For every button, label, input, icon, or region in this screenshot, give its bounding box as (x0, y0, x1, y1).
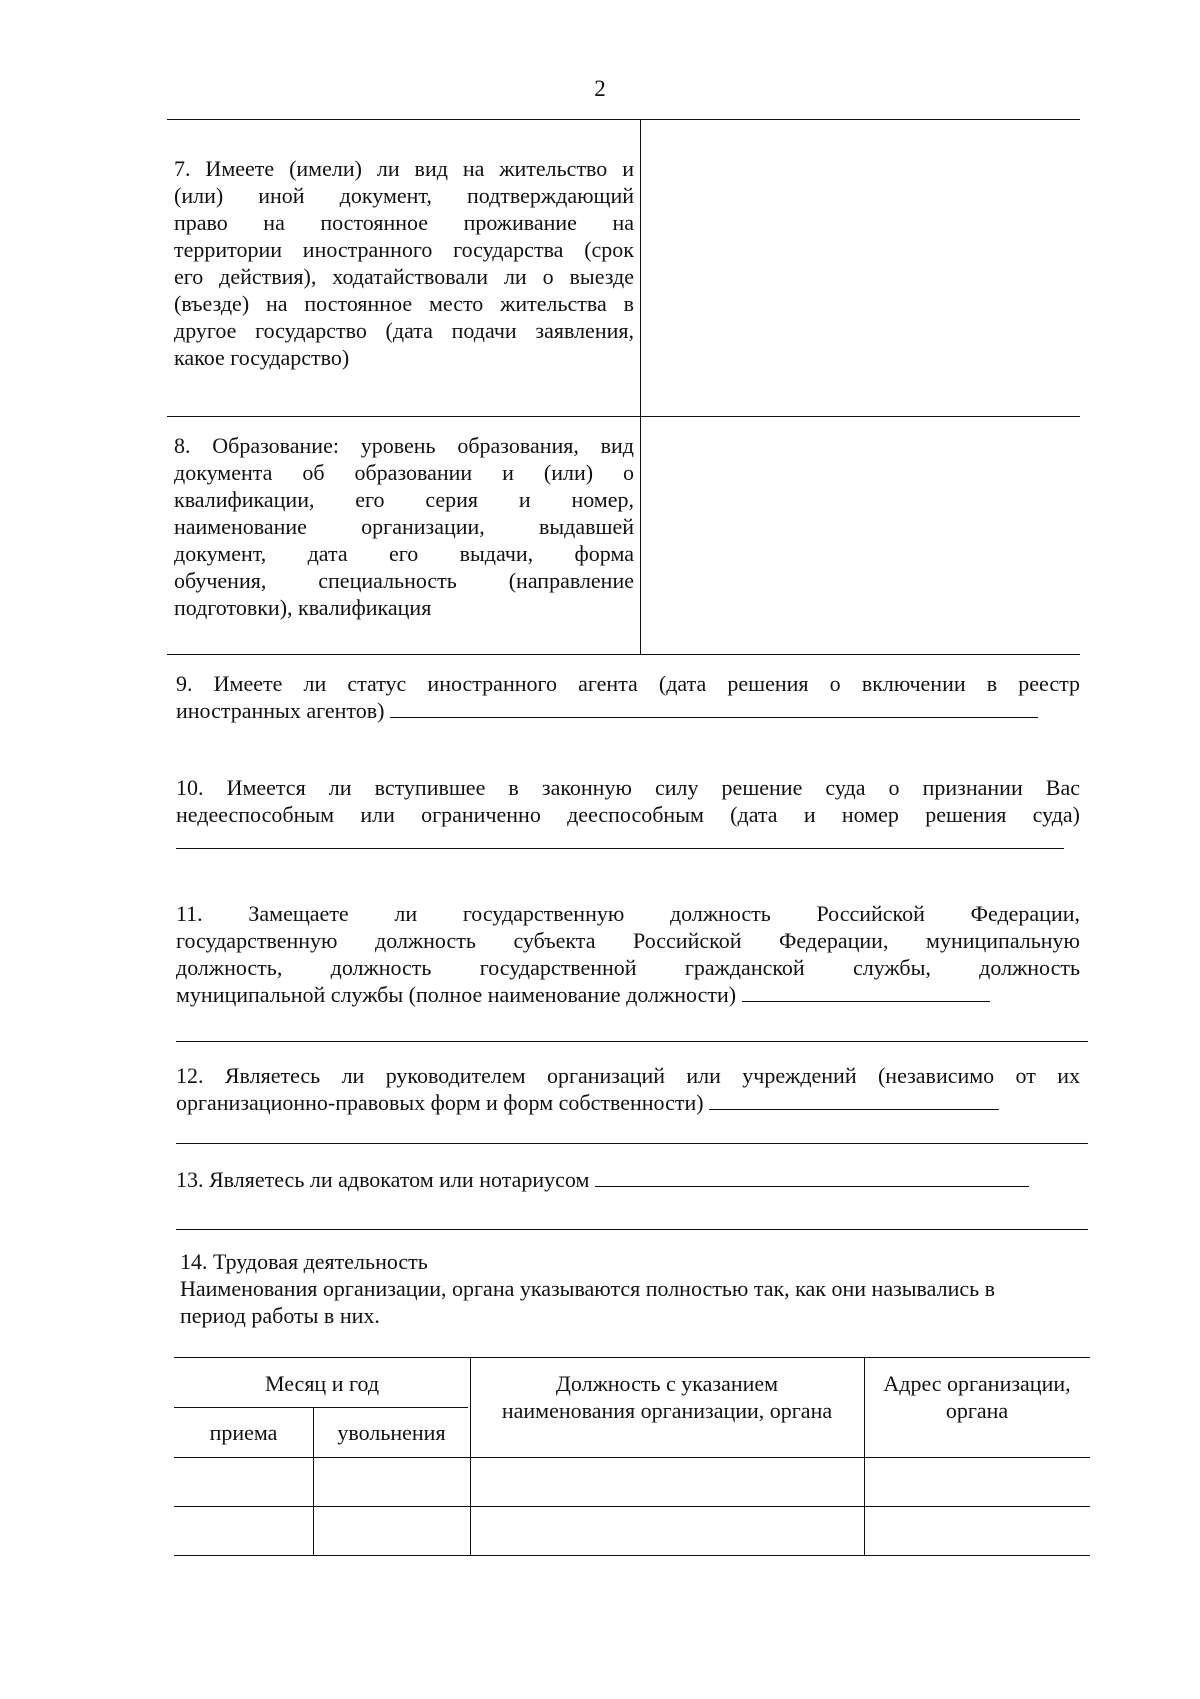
page-number: 2 (594, 76, 606, 101)
header-dismissal: увольнения (337, 1420, 446, 1445)
header-hire: приема (209, 1420, 278, 1445)
question-12-answer-line[interactable] (709, 1091, 999, 1110)
header-position: Должность с указанием наименования организации, органа (501, 1371, 833, 1423)
row-divider (167, 416, 1080, 417)
question-10: 10. Имеется ли вступившее в законную силу решение суда о признании Вас недееспособным или ограниченно дееспособным (дата и номер решения суда) (176, 775, 1080, 827)
table-bottom-border (167, 654, 1080, 655)
question-9-answer-line[interactable] (390, 699, 1038, 718)
cell-position[interactable] (475, 1463, 860, 1501)
question-11-answer-line-2[interactable] (176, 1041, 1088, 1042)
header-month-year: Месяц и год (264, 1371, 380, 1396)
question-14-title: 14. Трудовая деятельность (180, 1249, 428, 1274)
question-8-text: 8. Образование: уровень образования, вид документа об образовании и (или) о квалификации, его серия и номер, наименование организации, выдавшей документ, дата его выдачи, форма обучения, специальность (направление подготовки), квалификация (174, 433, 634, 620)
table-top-border (167, 119, 1080, 120)
emp-table-header-bottom (174, 1457, 1090, 1458)
question-11: 11. Замещаете ли государственную должность Российской Федерации, государственную должность субъекта Российской Федерации, муниципальную должность, должность государственной гражданской службы, должность муниципальной службы (полное наименование должности) (176, 901, 1080, 1007)
question-14-note-2: период работы в них. (180, 1303, 380, 1328)
cell-hire[interactable] (178, 1463, 308, 1501)
question-9: 9. Имеете ли статус иностранного агента (дата решения о включении в реестр иностранных агентов) (176, 671, 1080, 723)
question-13-answer-line[interactable] (595, 1168, 1029, 1187)
emp-table-top-border (174, 1357, 1090, 1358)
question-12: 12. Являетесь ли руководителем организаций или учреждений (независимо от их организационно-правовых форм и форм собственности) (176, 1063, 1080, 1115)
question-13-answer-line-2[interactable] (176, 1229, 1088, 1230)
emp-table-subheader-border (174, 1407, 468, 1408)
emp-table-bottom-border (174, 1555, 1090, 1556)
question-13: 13. Являетесь ли адвокатом или нотариусом (176, 1166, 1080, 1193)
question-10-answer-line[interactable] (176, 848, 1064, 849)
question-8-answer-cell[interactable] (648, 422, 1076, 648)
question-12-answer-line-2[interactable] (176, 1143, 1088, 1144)
cell-hire[interactable] (178, 1512, 308, 1550)
cell-address[interactable] (869, 1463, 1085, 1501)
cell-position[interactable] (475, 1512, 860, 1550)
cell-dismissal[interactable] (318, 1463, 466, 1501)
question-7-text: 7. Имеете (имели) ли вид на жительство и (или) иной документ, подтверждающий право на постоянное проживание на территории иностранного государства (срок его действия), ходатайствовали ли о выезде (въезде) на постоянное место жительства в другое государство (дата подачи заявления, какое государство) (174, 156, 634, 370)
cell-dismissal[interactable] (318, 1512, 466, 1550)
header-address: Адрес организации, органа (883, 1371, 1071, 1423)
question-14 (180, 1248, 1084, 1329)
emp-table-row-divider (174, 1506, 1090, 1507)
question-14-note-1: Наименования организации, органа указываются полностью так, как они назывались в (180, 1276, 996, 1301)
table-column-divider (640, 119, 641, 654)
question-11-answer-line[interactable] (742, 983, 990, 1002)
question-7-answer-cell[interactable] (648, 125, 1076, 410)
cell-address[interactable] (869, 1512, 1085, 1550)
